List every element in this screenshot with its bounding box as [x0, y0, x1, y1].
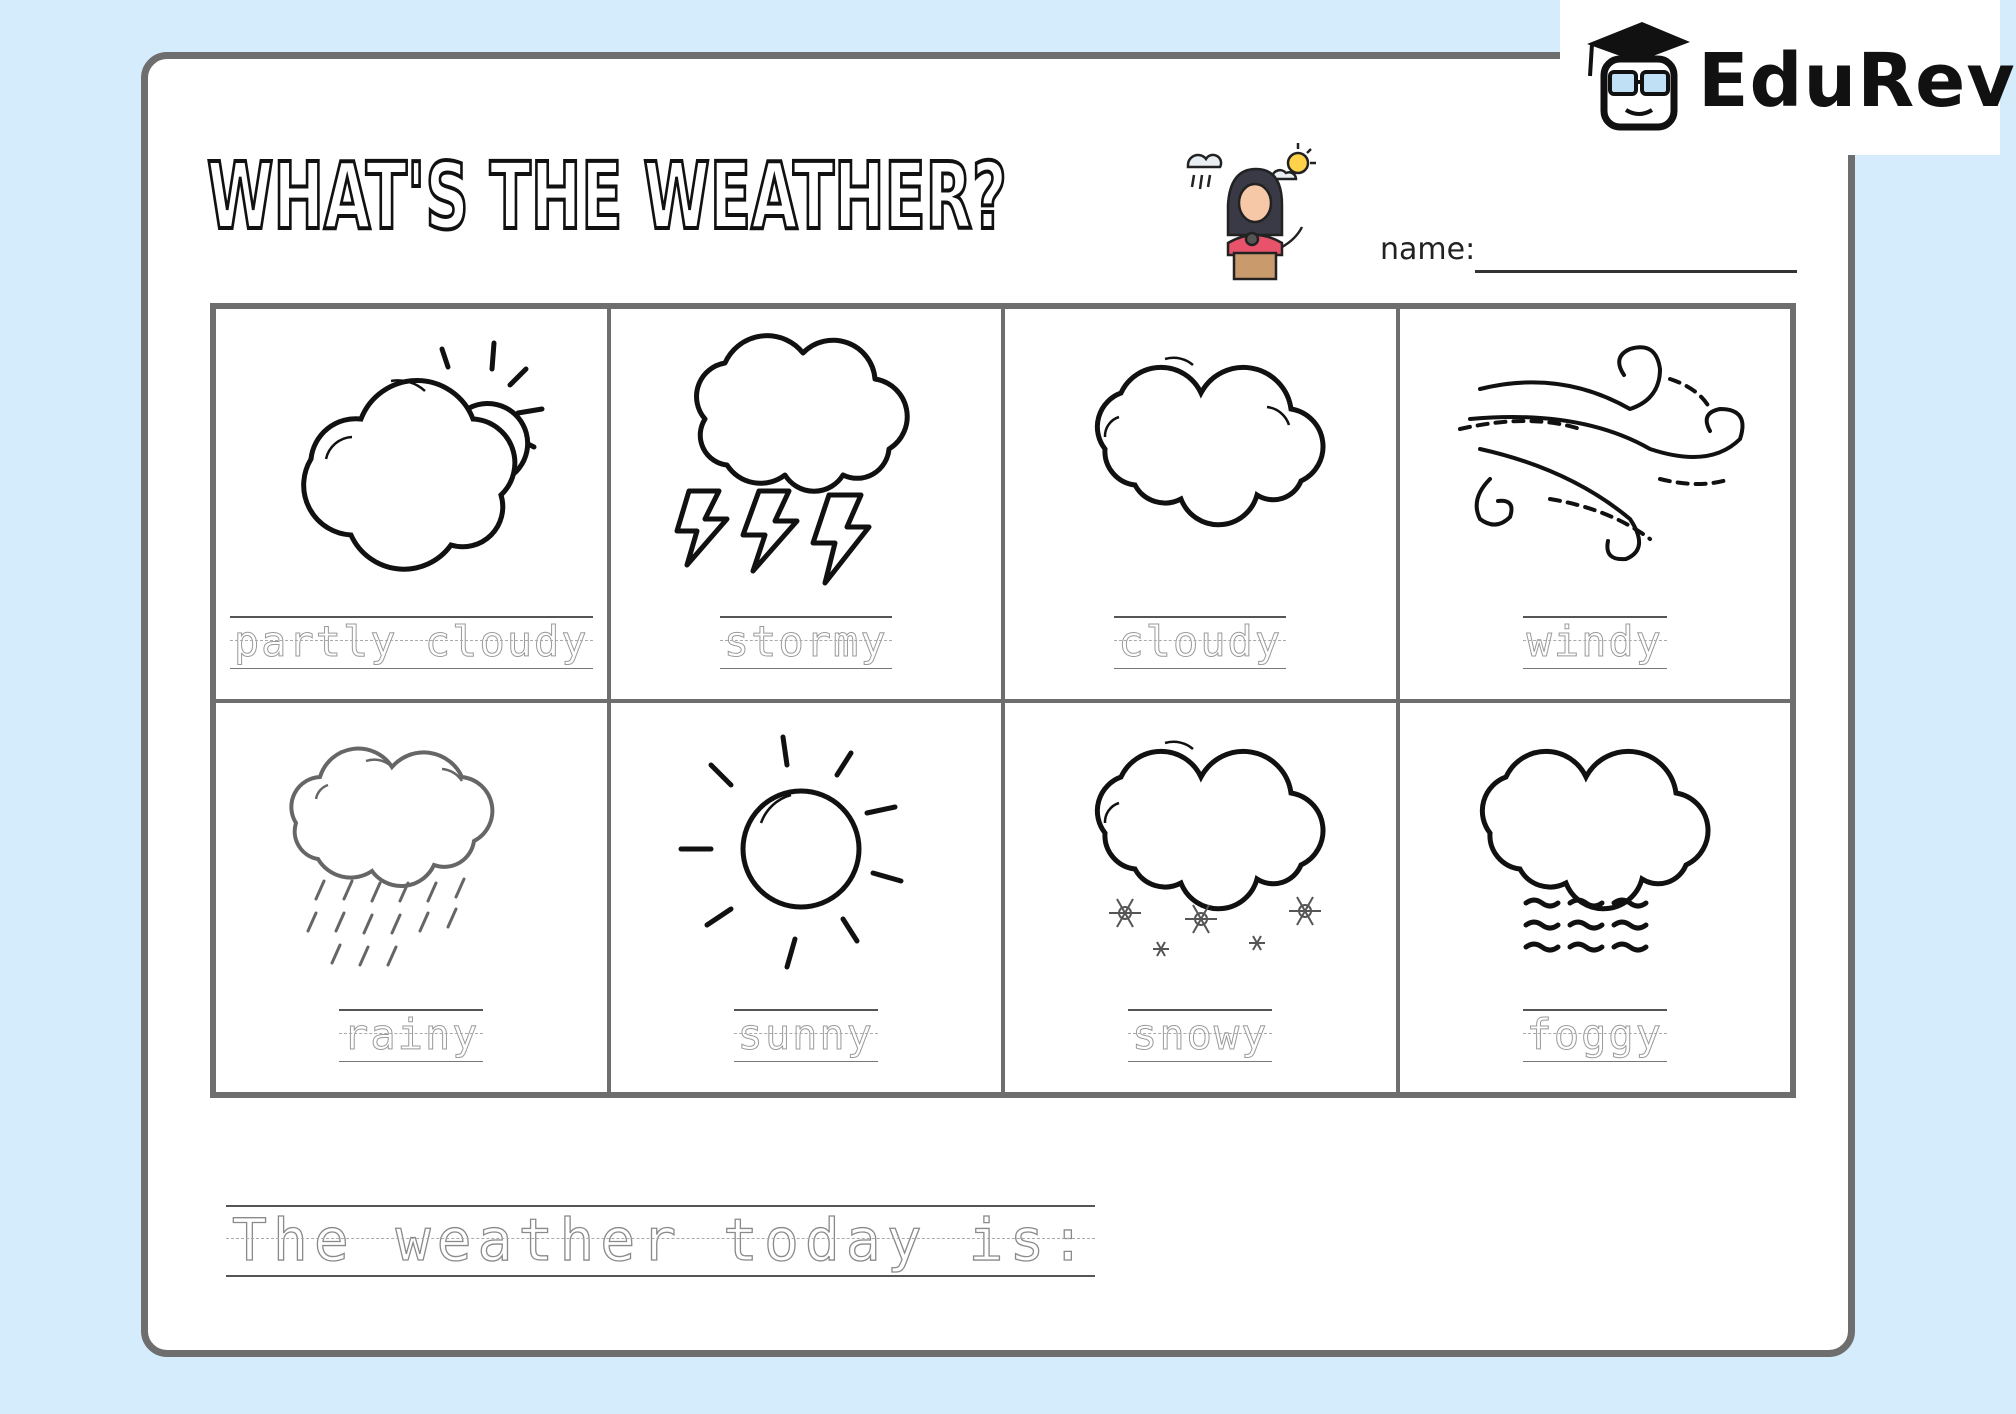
name-input-line[interactable]	[1475, 270, 1797, 273]
trace-word-stormy: stormy	[720, 616, 892, 669]
weather-card-foggy	[1398, 701, 1793, 1095]
brand-name: EduRev	[1698, 38, 2016, 124]
graduation-cap-logo-icon	[1582, 14, 1692, 134]
weather-grid	[210, 303, 1796, 1098]
trace-word-snowy: snowy	[1128, 1009, 1272, 1062]
weather-card-windy	[1398, 307, 1793, 701]
trace-sentence: The weather today is:	[226, 1205, 1095, 1277]
trace-word-foggy: foggy	[1523, 1009, 1667, 1062]
weather-card-cloudy	[1003, 307, 1398, 701]
weather-card-sunny	[609, 701, 1004, 1095]
trace-word-sunny: sunny	[734, 1009, 878, 1062]
trace-word-rainy: rainy	[339, 1009, 483, 1062]
trace-word-partly-cloudy: partly cloudy	[230, 616, 593, 669]
weather-card-snowy	[1003, 701, 1398, 1095]
trace-word-cloudy: cloudy	[1114, 616, 1286, 669]
worksheet-title	[205, 130, 1025, 250]
weather-card-stormy	[609, 307, 1004, 701]
worksheet-title-text: WHAT'S THE WEATHER?	[207, 143, 1007, 250]
weather-card-rainy	[214, 701, 609, 1095]
trace-word-windy: windy	[1523, 616, 1667, 669]
weather-reporter-icon	[1180, 135, 1330, 285]
brand-logo[interactable]	[1560, 0, 2016, 155]
name-label: name:	[1380, 232, 1476, 267]
weather-card-partly-cloudy	[214, 307, 609, 701]
